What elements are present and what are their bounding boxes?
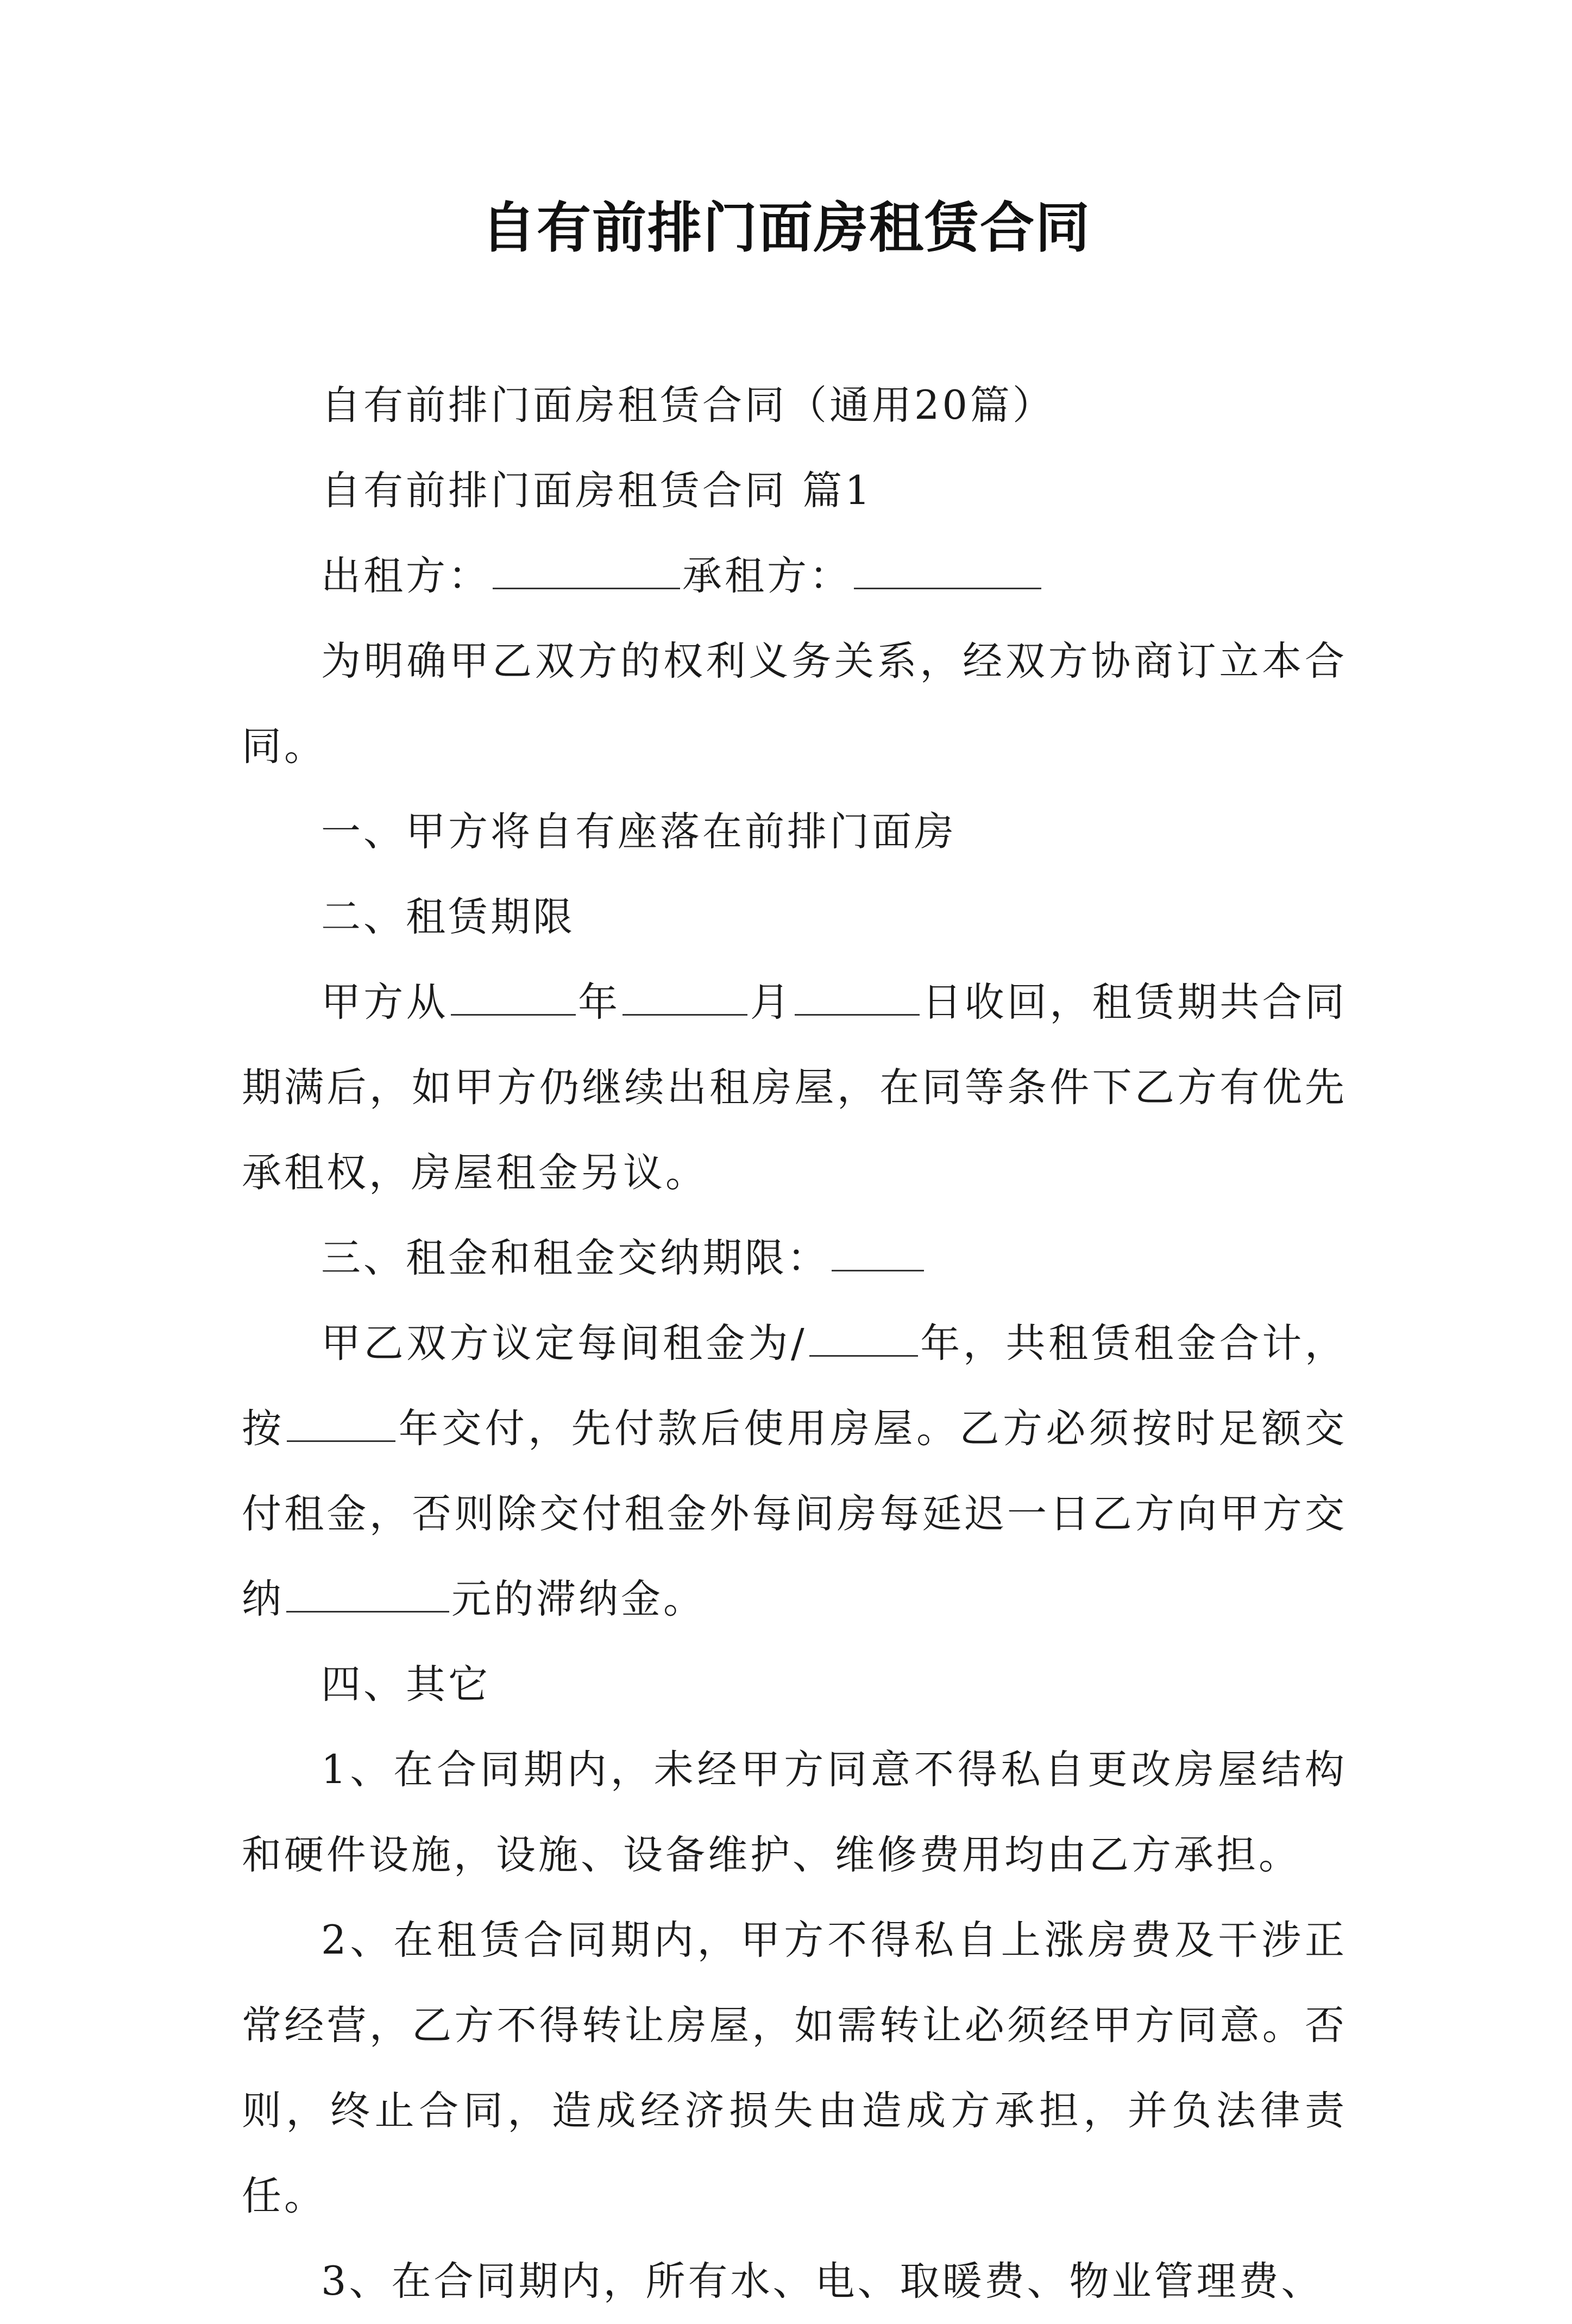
document-body [242,363,1347,2324]
article-heading: 自有前排门面房租赁合同 篇1 [321,468,873,514]
day-blank [795,974,920,1016]
section-2-paragraph [242,960,1347,1215]
section-3-paragraph [242,1301,1347,1642]
month-blank [622,974,747,1016]
section-3-text-total: 年，共租赁租金合计，按 [242,1320,1347,1452]
late-fee-blank [286,1571,449,1613]
document-subtitle: 自有前排门面房租赁合同（通用20篇） [321,382,1055,429]
section-2-heading: 二、租赁期限 [321,894,575,940]
section-3-text-fee: 元的滞纳金。 [451,1576,706,1622]
rent-blank [809,1315,918,1357]
payment-term-blank [832,1230,924,1271]
clause-2: 2、在租赁合同期内，甲方不得私自上涨房费及干涉正常经营，乙方不得转让房屋，如需转让必须经甲方同意。否则，终止合同，造成经济损失由造成方承担，并负法律责任。 [242,1917,1347,2219]
lessor-blank [493,548,680,589]
section-3-text-payment: 年交付，先付款后使用房屋。乙方必须按时足额交付租金，否则除交付租金外每间房每延迟一日乙方向甲方交纳 [242,1406,1348,1622]
section-2-text-rest: 日收回，租赁期共合同期满后，如甲方仍继续出租房屋，在同等条件下乙方有优先承租权，房屋租金另议。 [242,979,1348,1196]
intro-paragraph: 为明确甲乙双方的权利义务关系，经双方协商订立本合同。 [242,638,1347,770]
clause-1: 1、在合同期内，未经甲方同意不得私自更改房屋结构和硬件设施，设施、设备维护、维修费用均由乙方承担。 [242,1747,1347,1878]
document-title: 自有前排门面房租赁合同 [481,196,1091,260]
section-2-text-year: 年 [577,979,621,1025]
pay-period-blank [287,1401,395,1442]
lessee-blank [854,548,1041,589]
lessee-label: 承租方： [682,553,852,599]
section-3-text-rent: 甲乙双方议定每间租金为/ [321,1320,807,1366]
section-3-heading: 三、租金和租金交纳期限： [321,1235,829,1281]
parties-line [242,533,1347,619]
year-blank [451,974,576,1016]
section-2-text-month: 月 [750,979,793,1025]
clause-3: 3、在合同期内，所有水、电、取暖费、物业管理费、 [321,2258,1324,2304]
section-2-text-from: 甲方从 [321,979,449,1025]
section-4-heading: 四、其它 [321,1661,491,1708]
section-3-heading-line [242,1215,1347,1301]
section-1: 一、甲方将自有座落在前排门面房 [321,809,957,855]
lessor-label: 出租方： [321,553,491,599]
